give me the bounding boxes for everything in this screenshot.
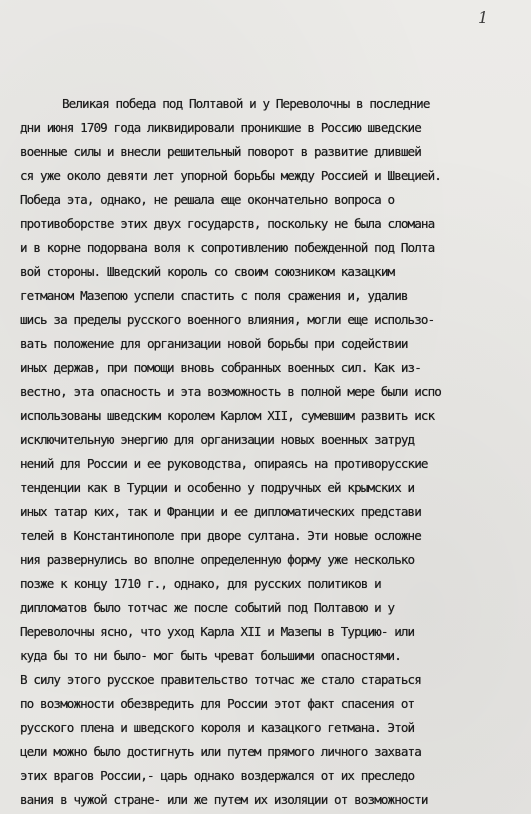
text-line-3: военные силы и внесли решительный поворот в развитие длившей [20, 144, 421, 159]
text-line-18: иных татар ких, так и Франции и ее дипломатических представи [20, 504, 421, 519]
text-line-23: Переволочны ясно, что уход Карла XII и Мазепы в Турцию- или [20, 624, 415, 639]
text-line-28: цели можно было достигнуть или путем прямого личного захвата [20, 744, 421, 759]
text-line-11: вать положение для организации новой борьбы при содействии [20, 336, 408, 351]
text-line-17: тенденции как в Турции и особенно у подручных ей крымских и [20, 480, 415, 495]
text-line-12: иных держав, при помощи вновь собранных военных сил. Как из- [20, 360, 421, 375]
text-line-16: нений для России и ее руководства, опираясь на противорусские [20, 456, 428, 471]
text-line-14: использованы шведским королем Карлом XII, сумевшим развить иск [20, 408, 435, 423]
text-line-19: телей в Константинополе при дворе султана. Эти новые осложне [20, 528, 421, 543]
text-line-5: Победа эта, однако, не решала еще окончательно вопроса о [20, 192, 395, 207]
text-line-20: ния развернулись во вполне определенную форму уже несколько [20, 552, 415, 567]
text-line-25: В силу этого русское правительство тотчас же стало стараться [20, 672, 421, 687]
text-line-9: гетманом Мазепою успели спастить с поля сражения и, удалив [20, 288, 408, 303]
text-line-13: вестно, эта опасность и эта возможность в полной мере были испо [20, 384, 441, 399]
text-line-21: позже к концу 1710 г., однако, для русских политиков и [20, 576, 381, 591]
text-line-24: куда бы то ни было- мог быть чреват большими опасностями. [20, 648, 401, 663]
text-line-10: шись за пределы русского военного влияния, могли еще использо- [20, 312, 435, 327]
text-line-30: вания в чужой стране- или же путем их изоляции от возможности [20, 792, 428, 807]
text-line-15: исключительную энергию для организации новых военных затруд [20, 432, 415, 447]
text-line-2: дни июня 1709 года ликвидировали проникшие в Россию шведские [20, 120, 421, 135]
text-line-7: и в корне подорвана воля к сопротивлению побежденной под Полта [20, 240, 435, 255]
text-line-27: русского плена и шведского короля и казацкого гетмана. Этой [20, 720, 415, 735]
text-line-22: дипломатов было тотчас же после событий под Полтавою и у [20, 600, 395, 615]
text-line-6: противоборстве этих двух государств, поскольку не была сломана [20, 216, 435, 231]
text-line-29: этих врагов России,- царь однако воздержался от их преследо [20, 768, 415, 783]
text-line-4: ся уже около девяти лет упорной борьбы между Россией и Швецией. [20, 168, 441, 183]
text-line-26: по возможности обезвредить для России этот факт спасения от [20, 696, 415, 711]
text-line-8: вой стороны. Шведский король со своим союзником казацким [20, 264, 395, 279]
text-line-1: Великая победа под Полтавой и у Переволочны в последние [62, 96, 430, 111]
page-number: 1 [478, 8, 489, 27]
